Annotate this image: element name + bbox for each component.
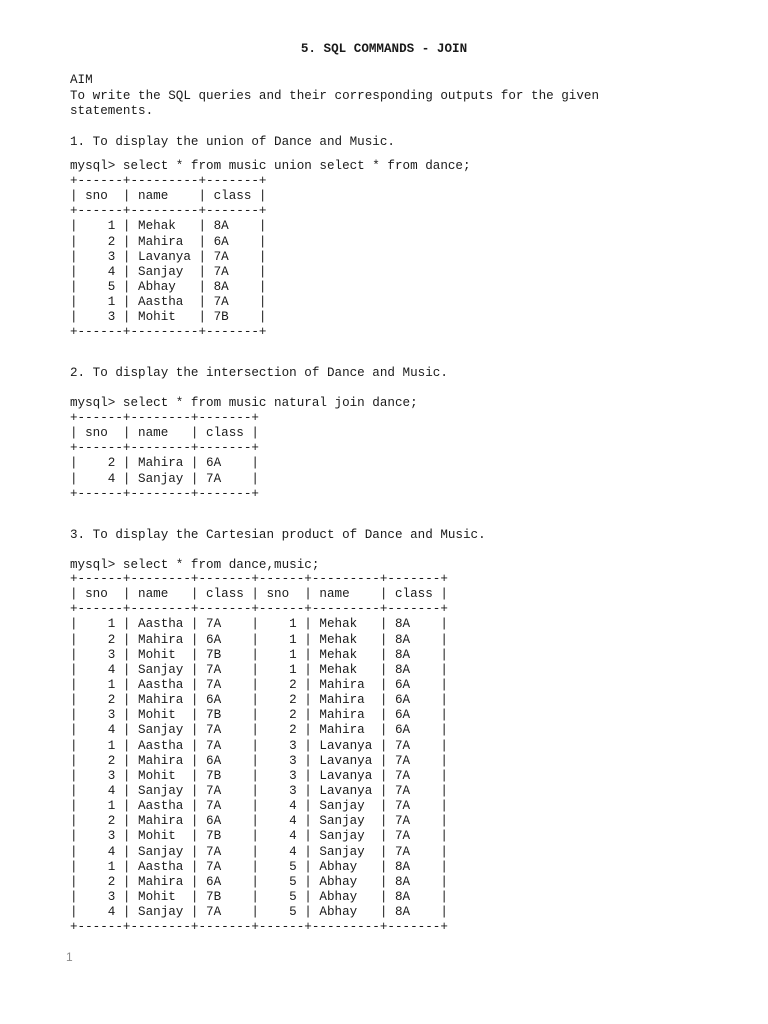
query-union: mysql> select * from music union select * from dance;	[70, 159, 471, 173]
page-title: 5. SQL COMMANDS - JOIN	[300, 42, 468, 56]
result-table-cartesian: +------+--------+-------+------+---------+-------+ | sno | name | class | sno | name | class | +------+--------+-------+------+---------+-------+ | 1 | Aastha | 7A | 1 | Mehak | 8A | | 2 | Mahira | 6A | 1 | Mehak | 8A | | 3 | Mohit | 7B | 1 | Mehak | 8A | | 4 | Sanjay | 7A | 1 | Mehak | 8A | | 1 | Aastha | 7A | 2 | Mahira | 6A | | 2 | Mahira | 6A | 2 | Mahira | 6A | | 3 | Mohit | 7B | 2 | Mahira | 6A | | 4 | Sanjay | 7A | 2 | Mahira | 6A | | 1 | Aastha | 7A | 3 | Lavanya | 7A | | 2 | Mahira | 6A | 3 | Lavanya | 7A | | 3 | Mohit | 7B | 3 | Lavanya | 7A | | 4 | Sanjay | 7A | 3 | Lavanya | 7A | | 1 | Aastha | 7A | 4 | Sanjay | 7A | | 2 | Mahira | 6A | 4 | Sanjay | 7A | | 3 | Mohit | 7B | 4 | Sanjay | 7A | | 4 | Sanjay | 7A | 4 | Sanjay | 7A | | 1 | Aastha | 7A | 5 | Abhay | 8A | | 2 | Mahira | 6A | 5 | Abhay | 8A | | 3 | Mohit | 7B | 5 | Abhay | 8A | | 4 | Sanjay | 7A | 5 | Abhay | 8A | +------+--------+-------+------+---------+-------+	[70, 572, 448, 935]
aim-heading: AIM	[70, 73, 93, 87]
result-table-union: +------+---------+-------+ | sno | name | class | +------+---------+-------+ | 1 | Mehak | 8A | | 2 | Mahira | 6A | | 3 | Lavanya | 7A | | 4 | Sanjay | 7A | | 5 | Abhay | 8A | | 1 | Aastha | 7A | | 3 | Mohit | 7B | +------+---------+-------+	[70, 174, 267, 340]
query-cartesian: mysql> select * from dance,music;	[70, 558, 320, 572]
result-table-intersection: +------+--------+-------+ | sno | name | class | +------+--------+-------+ | 2 | Mahira | 6A | | 4 | Sanjay | 7A | +------+--------+-------+	[70, 411, 259, 501]
section-heading-cartesian: 3. To display the Cartesian product of Dance and Music.	[70, 528, 486, 542]
section-heading-union: 1. To display the union of Dance and Music.	[70, 135, 395, 149]
section-heading-intersection: 2. To display the intersection of Dance and Music.	[70, 366, 448, 380]
query-natural-join: mysql> select * from music natural join dance;	[70, 396, 418, 410]
aim-text-line-2: statements.	[70, 104, 154, 118]
aim-text-line-1: To write the SQL queries and their corresponding outputs for the given	[70, 89, 600, 103]
page-number: 1	[66, 950, 73, 964]
